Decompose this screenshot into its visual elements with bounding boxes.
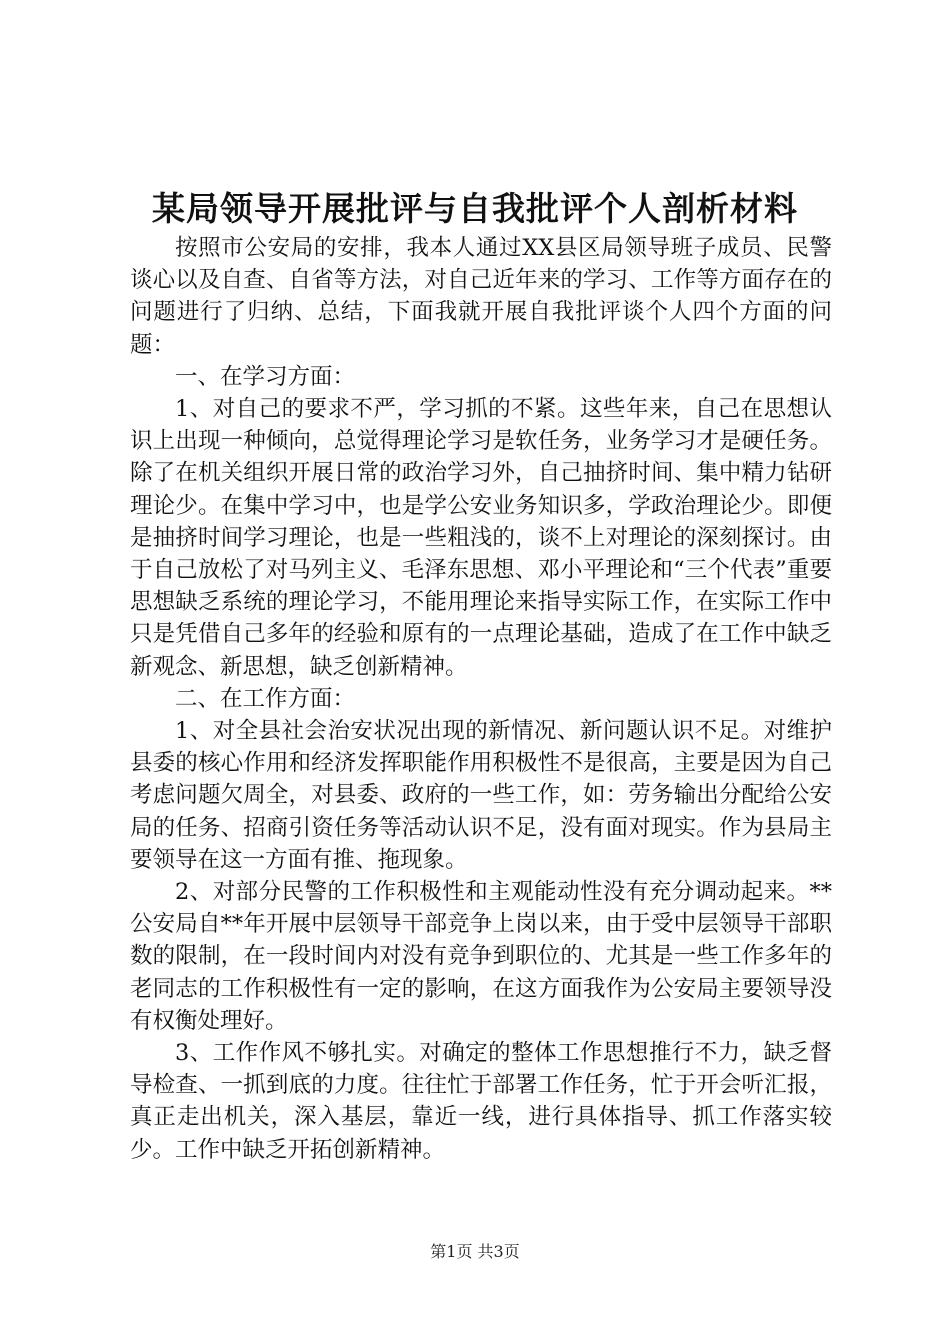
work-paragraph-3: 3、工作作风不够扎实。对确定的整体工作思想推行不力，缺乏督导检查、一抓到底的力度。往往忙于部署工作任务，忙于开会听汇报，真正走出机关，深入基层，靠近一线，进行具体指导、抓工作落实较少。工作中缺乏开拓创新精神。 <box>130 1040 832 1163</box>
intro-paragraph: 按照市公安局的安排，我本人通过XX县区局领导班子成员、民警谈心以及自查、自省等方法，对自己近年来的学习、工作等方面存在的问题进行了归纳、总结，下面我就开展自我批评谈个人四个方面的问题： <box>130 235 832 358</box>
page-number-footer: 第1页 共3页 <box>430 1242 520 1261</box>
document-body <box>130 232 832 1166</box>
work-paragraph-1: 1、对全县社会治安状况出现的新情况、新问题认识不足。对维护县委的核心作用和经济发挥职能作用积极性不是很高，主要是因为自己考虑问题欠周全，对县委、政府的一些工作，如：劳务输出分配给公安局的任务、招商引资任务等活动认识不足，没有面对现实。作为县局主要领导在这一方面有推、拖现象。 <box>130 718 832 873</box>
document-title: 某局领导开展批评与自我批评个人剖析材料 <box>152 189 798 228</box>
section-heading-work: 二、在工作方面： <box>175 685 356 712</box>
work-paragraph-2: 2、对部分民警的工作积极性和主观能动性没有充分调动起来。**公安局自**年开展中层领导干部竞争上岗以来，由于受中层领导干部职数的限制，在一段时间内对没有竞争到职位的、尤其是一些工作多年的老同志的工作积极性有一定的影响，在这方面我作为公安局主要领导没有权衡处理好。 <box>130 879 832 1034</box>
section-heading-study: 一、在学习方面： <box>175 363 356 390</box>
study-paragraph-1: 1、对自己的要求不严，学习抓的不紧。这些年来，自己在思想认识上出现一种倾向，总觉得理论学习是软任务，业务学习才是硬任务。除了在机关组织开展日常的政治学习外，自己抽挤时间、集中精力钻研理论少。在集中学习中，也是学公安业务知识多，学政治理论少。即便是抽挤时间学习理论，也是一些粗浅的，谈不上对理论的深刻探讨。由于自己放松了对马列主义、毛泽东思想、邓小平理论和“三个代表”重要思想缺乏系统的理论学习，不能用理论来指导实际工作，在实际工作中只是凭借自己多年的经验和原有的一点理论基础，造成了在工作中缺乏新观念、新思想，缺乏创新精神。 <box>130 396 832 680</box>
